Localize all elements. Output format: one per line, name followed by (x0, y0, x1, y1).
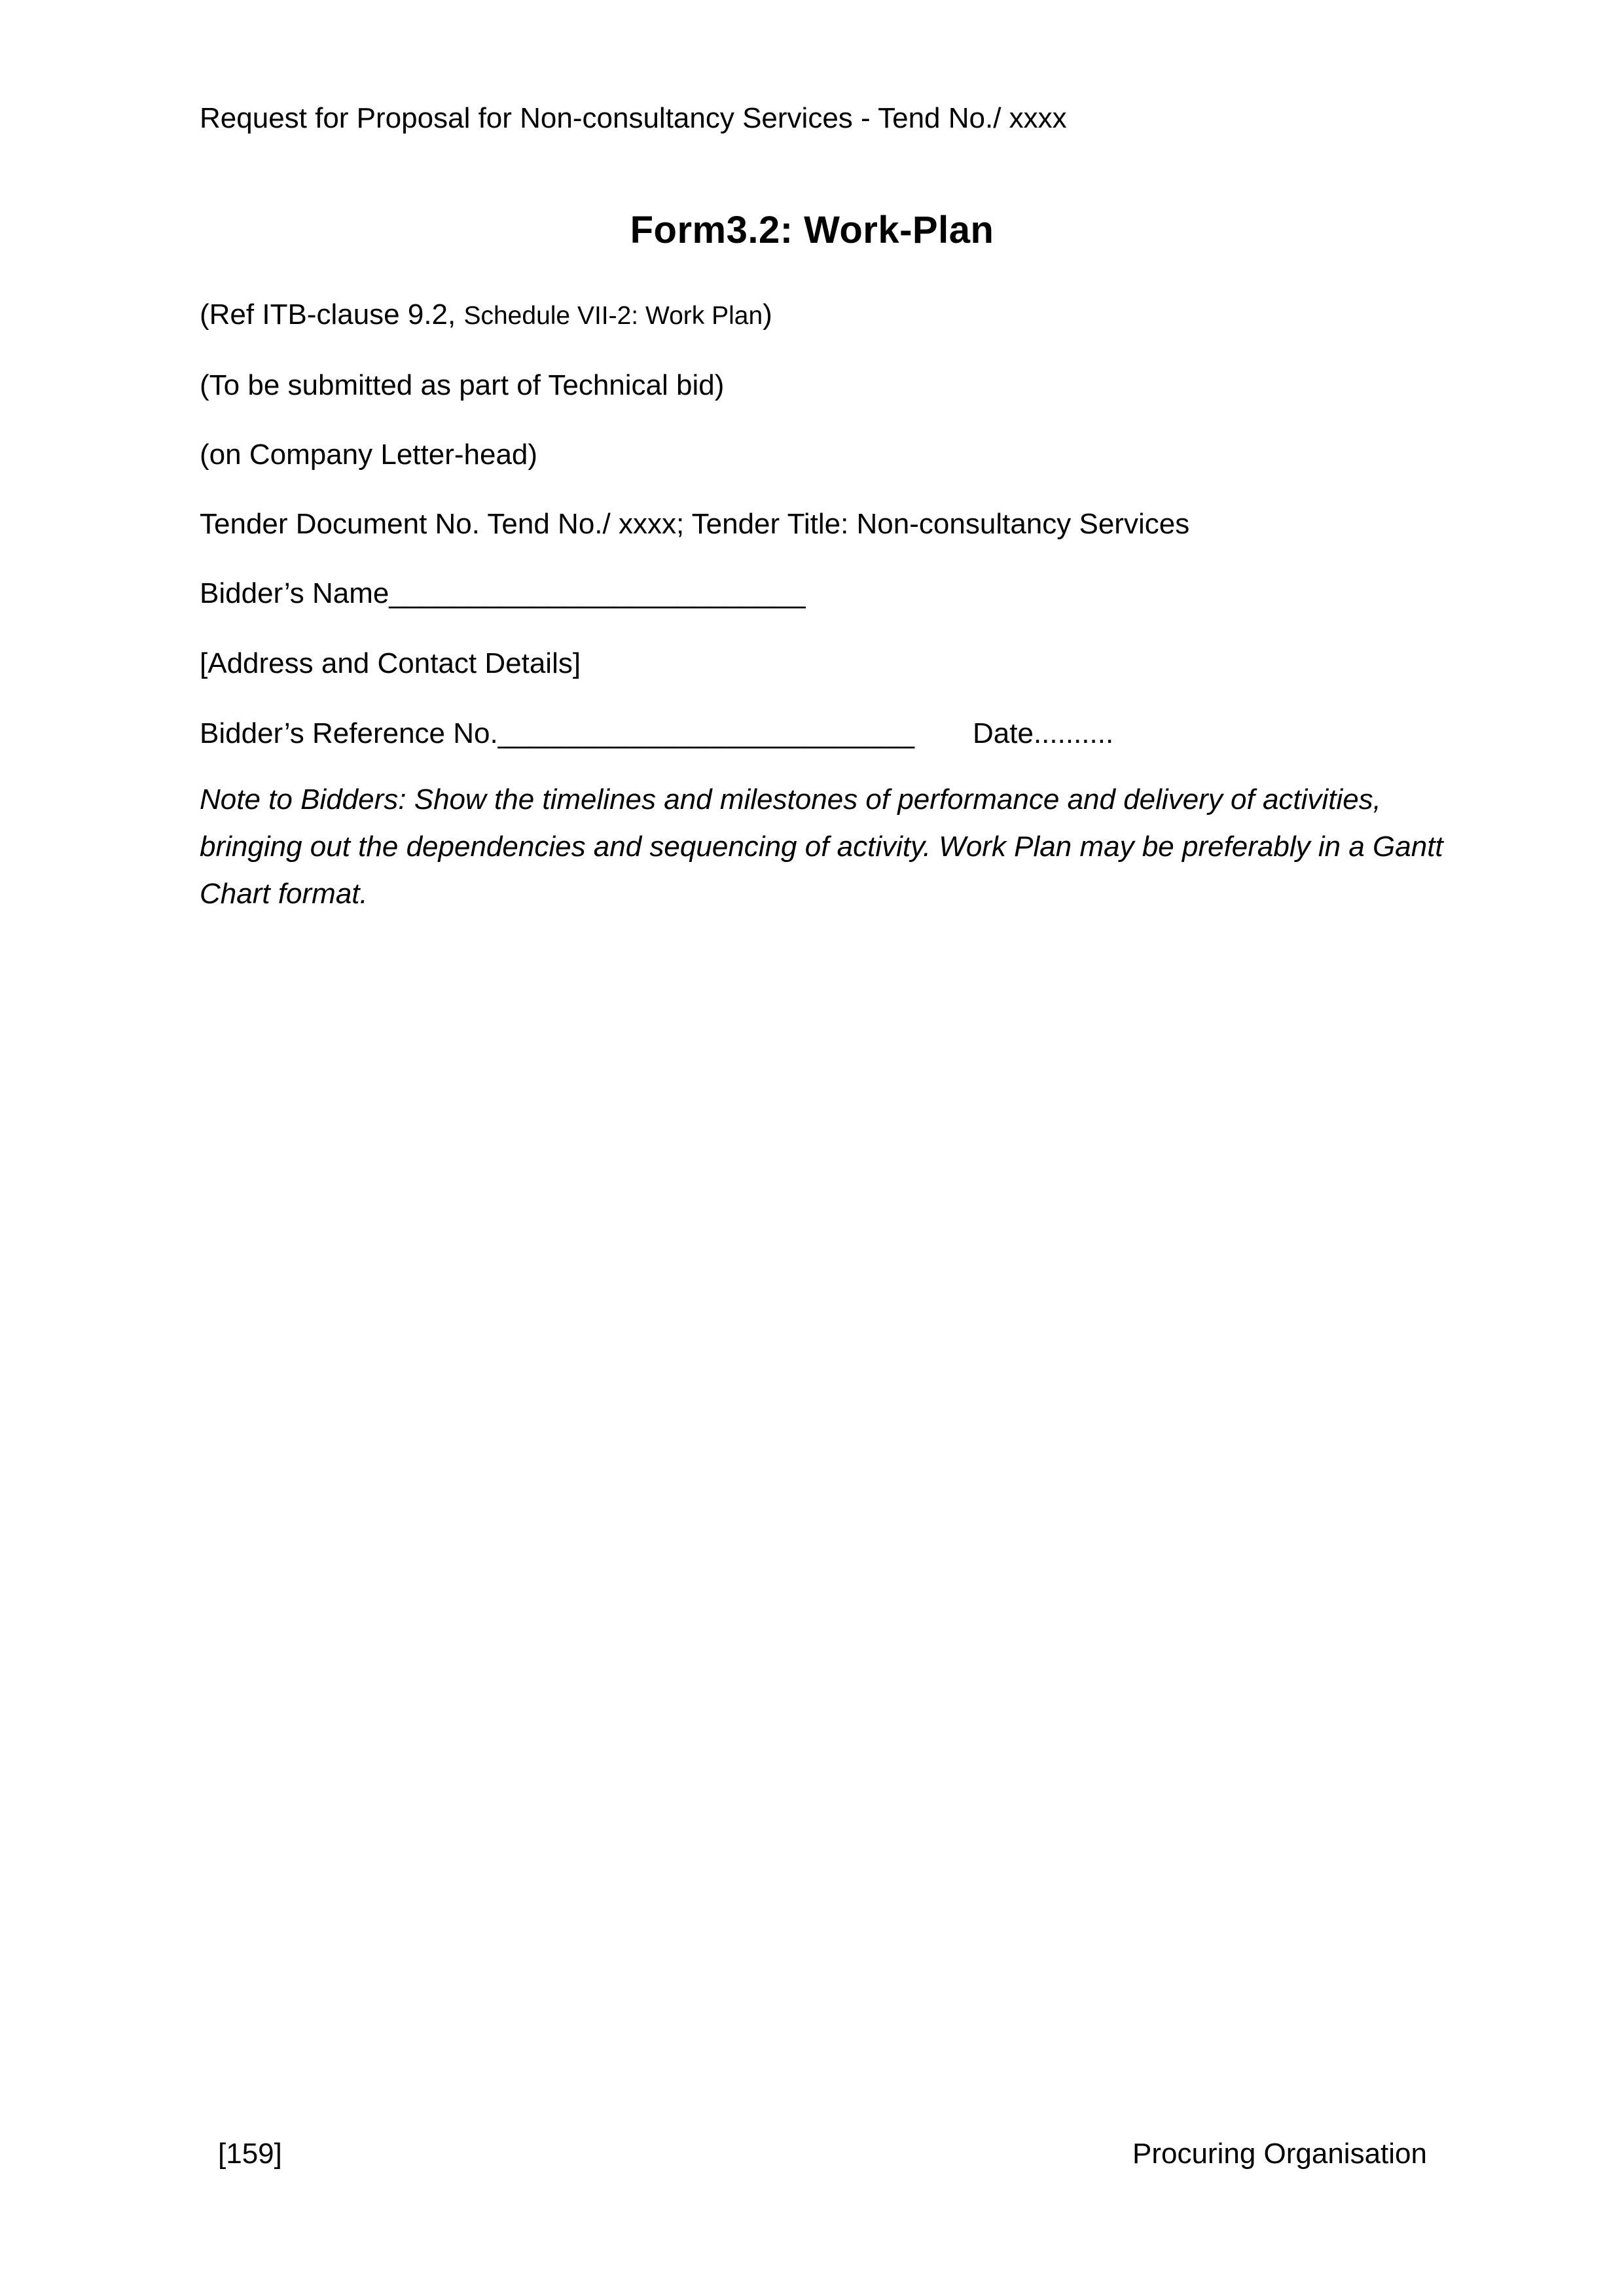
reference-line (200, 715, 1431, 753)
reference-label: Bidder’s Reference No. (200, 717, 498, 749)
tender-line: Tender Document No. Tend No./ xxxx; Tender Title: Non-consultancy Services (200, 508, 1190, 540)
bidder-name-line (200, 575, 806, 613)
ref-clause-schedule: Schedule VII-2: Work Plan (463, 302, 763, 330)
ref-clause-line (200, 296, 772, 335)
page-title: Form3.2: Work-Plan (630, 209, 994, 251)
letterhead-line: (on Company Letter-head) (200, 439, 538, 471)
ref-clause-close: ) (763, 298, 772, 331)
note-line-2: bringing out the dependencies and sequencing of activity. Work Plan may be preferably in a Gantt (200, 831, 1443, 863)
page-header: Request for Proposal for Non-consultancy Services - Tend No./ xxxx (200, 102, 1067, 134)
reference-blank: __________________________ (497, 717, 914, 749)
bidder-name-blank: __________________________ (389, 577, 806, 609)
ref-clause-main: (Ref ITB-clause 9.2, (200, 298, 464, 331)
bidder-name-label: Bidder’s Name (200, 577, 389, 609)
submitted-line: (To be submitted as part of Technical bid) (200, 369, 725, 401)
footer-right-text: Procuring Organisation (1132, 2138, 1427, 2170)
page-number: [159] (218, 2138, 282, 2170)
note-paragraph (200, 776, 1443, 918)
address-line: [Address and Contact Details] (200, 647, 581, 679)
note-line-1: Note to Bidders: Show the timelines and milestones of performance and delivery of activities, (200, 783, 1381, 816)
date-label: Date.......... (973, 717, 1114, 749)
note-line-3: Chart format. (200, 878, 368, 910)
